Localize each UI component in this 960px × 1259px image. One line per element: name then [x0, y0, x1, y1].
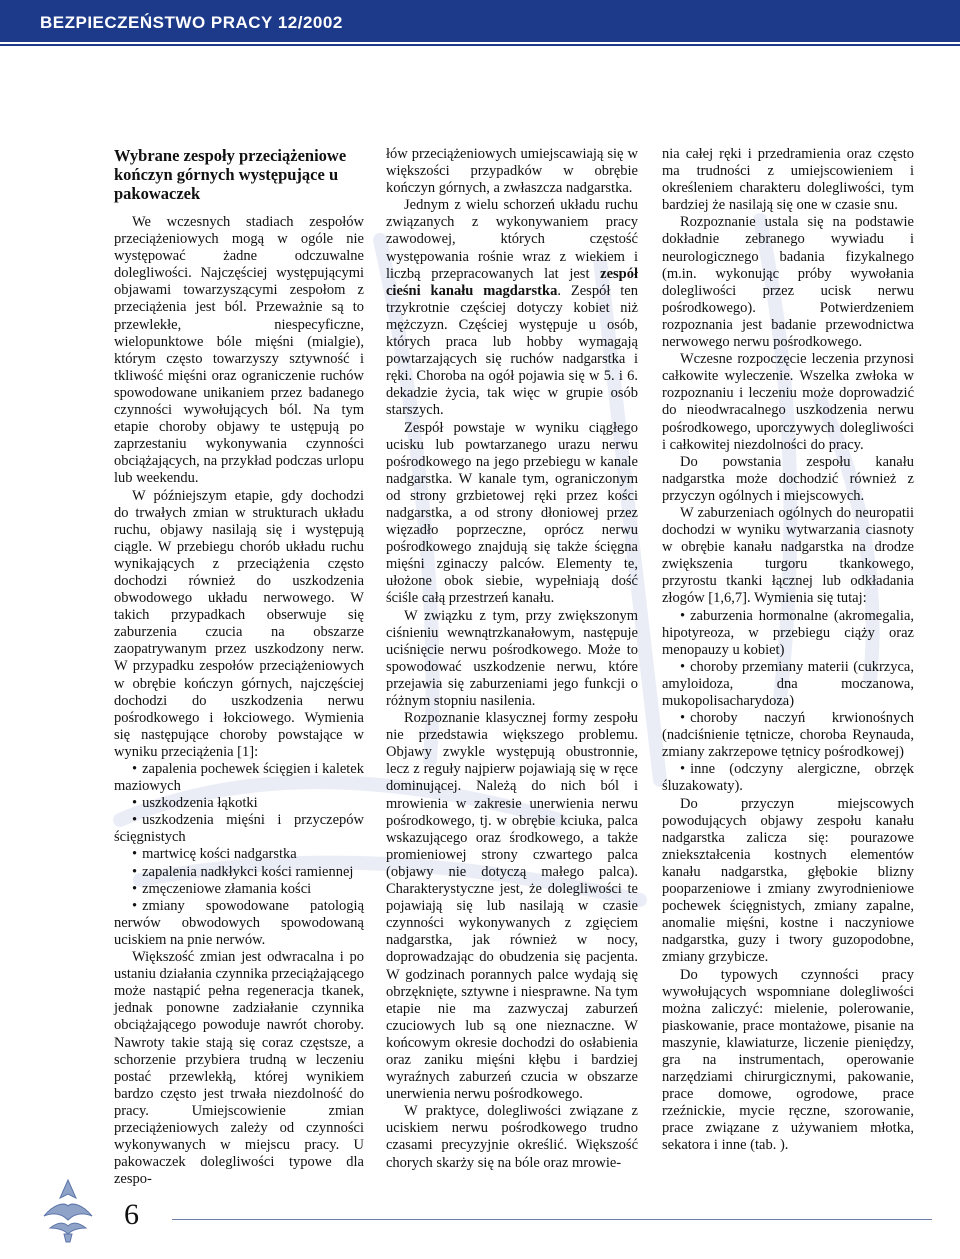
paragraph: Wczesne rozpoczęcie leczenia przynosi całkowite wyleczenie. Wszelka zwłoka w rozpoznaniu i leczeniu może doprowadzić do nieodwracalnego uszkodzenia nerwu pośrodkowego, uporczywych dolegliwości i całkowitej niezdolności do pracy.: [662, 351, 914, 453]
list-item: • choroby naczyń krwionośnych (nadciśnienie tętnicze, choroba Reynauda, zmiany zakrzepowe tętnicy pośrodkowej): [662, 710, 914, 761]
paragraph: Do typowych czynności pracy wywołujących wspomniane dolegliwości można zaliczyć: mielenie, polerowanie, piaskowanie, prace montażowe, pisanie na maszynie, klawiaturze, liczenie pieniędzy, gra na instrumentach, operowanie narzędziami chirurgicznymi, pakowanie, prace domowe, ogrodowe, prace rzeźnickie, mycie ręczne, szorowanie, prace związane z używaniem młotka, sekatora i inne (tab. ).: [662, 966, 914, 1154]
list-item: • choroby przemiany materii (cukrzyca, amyloidoza, dna moczanowa, mukopolisacharydoza): [662, 659, 914, 710]
list-item: • zmiany spowodowane patologią nerwów obwodowych spowodowaną uciskiem na pnie nerwów.: [114, 898, 364, 949]
list-item: • zapalenia nadkłykci kości ramiennej: [114, 864, 364, 881]
article-column-3: [662, 146, 914, 1155]
paragraph: nia całej ręki i przedramienia oraz często ma trudności z umiejscowieniem i określeniem charakteru dolegliwości, tym bardziej że nasilają się one w czasie snu.: [662, 146, 914, 214]
paragraph: Do przyczyn miejscowych powodujących objawy zespołu kanału nadgarstka zalicza się: pourazowe zniekształcenia kostnych elementów kanału nadgarstka, głębokie blizny pooparzeniowe i zmiany zwyrodnieniowe pochewek ścięgnistych, zmiany zapalne, anomalie mięśni, kostne i naczyniowe nadgarstka, guzy i twory guzopodobne, zmiany grzybicze.: [662, 795, 914, 966]
header-rule: [0, 42, 960, 44]
list-item: • uszkodzenia łąkotki: [114, 795, 364, 812]
article-heading: Wybrane zespoły przeciążeniowe kończyn górnych występujące u pakowaczek: [114, 146, 347, 203]
list-item: • inne (odczyny alergiczne, obrzęk śluzakowaty).: [662, 761, 914, 795]
list-item: • zapalenia pochewek ścięgien i kaletek maziowych: [114, 761, 364, 795]
paragraph: Większość zmian jest odwracalna i po ustaniu działania czynnika przeciążającego może nastąpić pełna regeneracja tkanek, jednak ponowne zadziałanie czynnika obciążającego powoduje nawrót choroby. Nawroty takie stają się coraz częstsze, a schorzenie przybiera trudną w leczeniu postać przewlekłą, której wynikiem bardzo często jest trwała niezdolność do pracy. Umiejscowienie zmian przeciążeniowych zależy od czynności wykonywanych w miejscu pracy. U pakowaczek dolegliwości typowe dla zespo-: [114, 949, 364, 1188]
paragraph: łów przeciążeniowych umiejscawiają się w większości przypadków w obrębie kończyn górnych, a zwłaszcza nadgarstka.: [386, 146, 638, 197]
paragraph: W związku z tym, przy zwiększonym ciśnieniu wewnątrzkanałowym, następuje uciśnięcie nerwu pośrodkowego. Może to spowodować uszkodzenie nerwu, które przejawia się zaburzeniami jego funkcji o różnym stopniu nasilenia.: [386, 607, 638, 709]
list-item: • zmęczeniowe złamania kości: [114, 881, 364, 898]
paragraph-text: Jednym z wielu schorzeń układu ruchu związanych z wykonywaniem pracy zawodowej, których częstość występowania rośnie wraz z wiekiem i liczbą przepracowanych lat jest: [386, 197, 638, 282]
list-item: • uszkodzenia mięśni i przyczepów ścięgnistych: [114, 812, 364, 846]
bullet-list: [662, 608, 914, 796]
list-item: • martwicę kości nadgarstka: [114, 846, 364, 863]
paragraph: Rozpoznanie klasycznej formy zespołu nie przedstawia większego problemu. Objawy zwykle występują obustronnie, lecz z reguły najpierw pojawiają się w ręce dominującej. Należą do nich ból i mrowienia w zakresie unerwienia nerwu pośrodkowego, tj. w obrębie kciuka, palca wskazującego oraz środkowego, a także promieniowej strony czwartego palca (objawy nie dotyczą małego palca). Charakterystyczne jest, że dolegliwości te pojawiają się lub nasilają w czasie czynności wykonywanych z zgięciem nadgarstka, jak również w nocy, doprowadzając do obudzenia się pacjenta. W godzinach porannych palce wydają się obrzęknięte, sztywne i niesprawne. Na tym etapie nie ma zazwyczaj zaburzeń czuciowych lub są one nieznaczne. W końcowym okresie dochodzi do osłabienia oraz zaniku mięśni kłębu i bardziej wyraźnych zaburzeń czucia w obszarze unerwienia nerwu pośrodkowego.: [386, 710, 638, 1103]
paragraph: Zespół powstaje w wyniku ciągłego ucisku lub powtarzanego urazu nerwu pośrodkowego na jego przebiegu w kanale nadgarstka. W kanale tym, ograniczonym od strony grzbietowej ręki przez kości nadgarstka, a od strony dłoniowej przez więzadło poprzeczne, oprócz nerwu pośrodkowego znajdują się także ścięgna mięśni zginaczy palców. Elementy te, ułożone obok siebie, wypełniają dość ściśle całą przestrzeń kanału.: [386, 419, 638, 607]
article-column-2: [386, 146, 638, 1172]
paragraph: Do powstania zespołu kanału nadgarstka może dochodzić również z przyczyn ogólnych i miejscowych.: [662, 453, 914, 504]
paragraph: [386, 197, 638, 419]
footer-rule: [172, 1219, 932, 1220]
keyword-bold: zespół cieśni kanału magdarstka: [386, 265, 638, 299]
publisher-logo-icon: [36, 1176, 100, 1244]
paragraph: Rozpoznanie ustala się na podstawie dokładnie zebranego wywiadu i neurologicznego badania fizykalnego (m.in. wykonując próby wywołania dolegliwości przez ucisk nerwu pośrodkowego). Potwierdzeniem rozpoznania jest badanie przewodnictwa nerwowego nerwu pośrodkowego.: [662, 214, 914, 351]
page-header: [0, 0, 960, 46]
bullet-list: [114, 761, 364, 949]
paragraph: We wczesnych stadiach zespołów przeciążeniowych mogą w ogóle nie występować żadne odczuwalne dolegliwości. Najczęściej występującymi objawami towarzyszącymi zespołom z przeciążenia jest ból. Przeważnie są to przewlekłe, niespecyficzne, wielopunktowe bóle mięśni (mialgie), którym często towarzyszy sztywność i tkliwość mięśni oraz ograniczenie ruchów spowodowane unikaniem przez badanego czynności wywołujących ból. Na tym etapie choroby objawy te ustępują po zaprzestaniu wykonywania czynności obciążających, na przykład podczas urlopu lub weekendu.: [114, 214, 364, 487]
article-column-1: [114, 146, 364, 1188]
paragraph: W późniejszym etapie, gdy dochodzi do trwałych zmian w strukturach układu ruchu, objawy nasilają się i występują ciągle. W przebiegu chorób układu ruchu wynikających z przeciążenia często dochodzi również do uszkodzenia obwodowego układu nerwowego. W takich przypadkach obserwuje się zaburzenia czucia na obszarze zaopatrywanym przez uszkodzony nerw. W przypadku zespołów przeciążeniowych w obrębie kończyn górnych, najczęściej dochodzi do uszkodzenia nerwu pośrodkowego i łokciowego. Wymienia się następujące choroby powstające w wyniku przeciążenia [1]:: [114, 487, 364, 760]
paragraph-text: . Zespół ten trzykrotnie częściej dotyczy kobiet niż mężczyzn. Częściej występuje u osób, których praca lub hobby wymagają powtarzających się ruchów nadgarstka i ręki. Choroba na ogół pojawia się w 5. i 6. dekadzie życia, tak więc w grupie osób starszych.: [386, 282, 638, 419]
paragraph: W praktyce, dolegliwości związane z uciskiem nerwu pośrodkowego trudno czasami precyzyjnie określić. Większość chorych skarży się na bóle oraz mrowie-: [386, 1103, 638, 1171]
page-number: 6: [124, 1198, 139, 1231]
paragraph: W zaburzeniach ogólnych do neuropatii dochodzi w wyniku wytwarzania ciasnoty w obrębie kanału nadgarstka na drodze zwiększenia turgoru tkankowego, przyrostu tkanki łącznej lub odkładania złogów [1,6,7]. Wymienia się tutaj:: [662, 504, 914, 607]
journal-title: BEZPIECZEŃSTWO PRACY 12/2002: [40, 13, 343, 32]
list-item: • zaburzenia hormonalne (akromegalia, hipotyreoza, w przebiegu ciąży oraz menopauzy u kobiet): [662, 608, 914, 659]
